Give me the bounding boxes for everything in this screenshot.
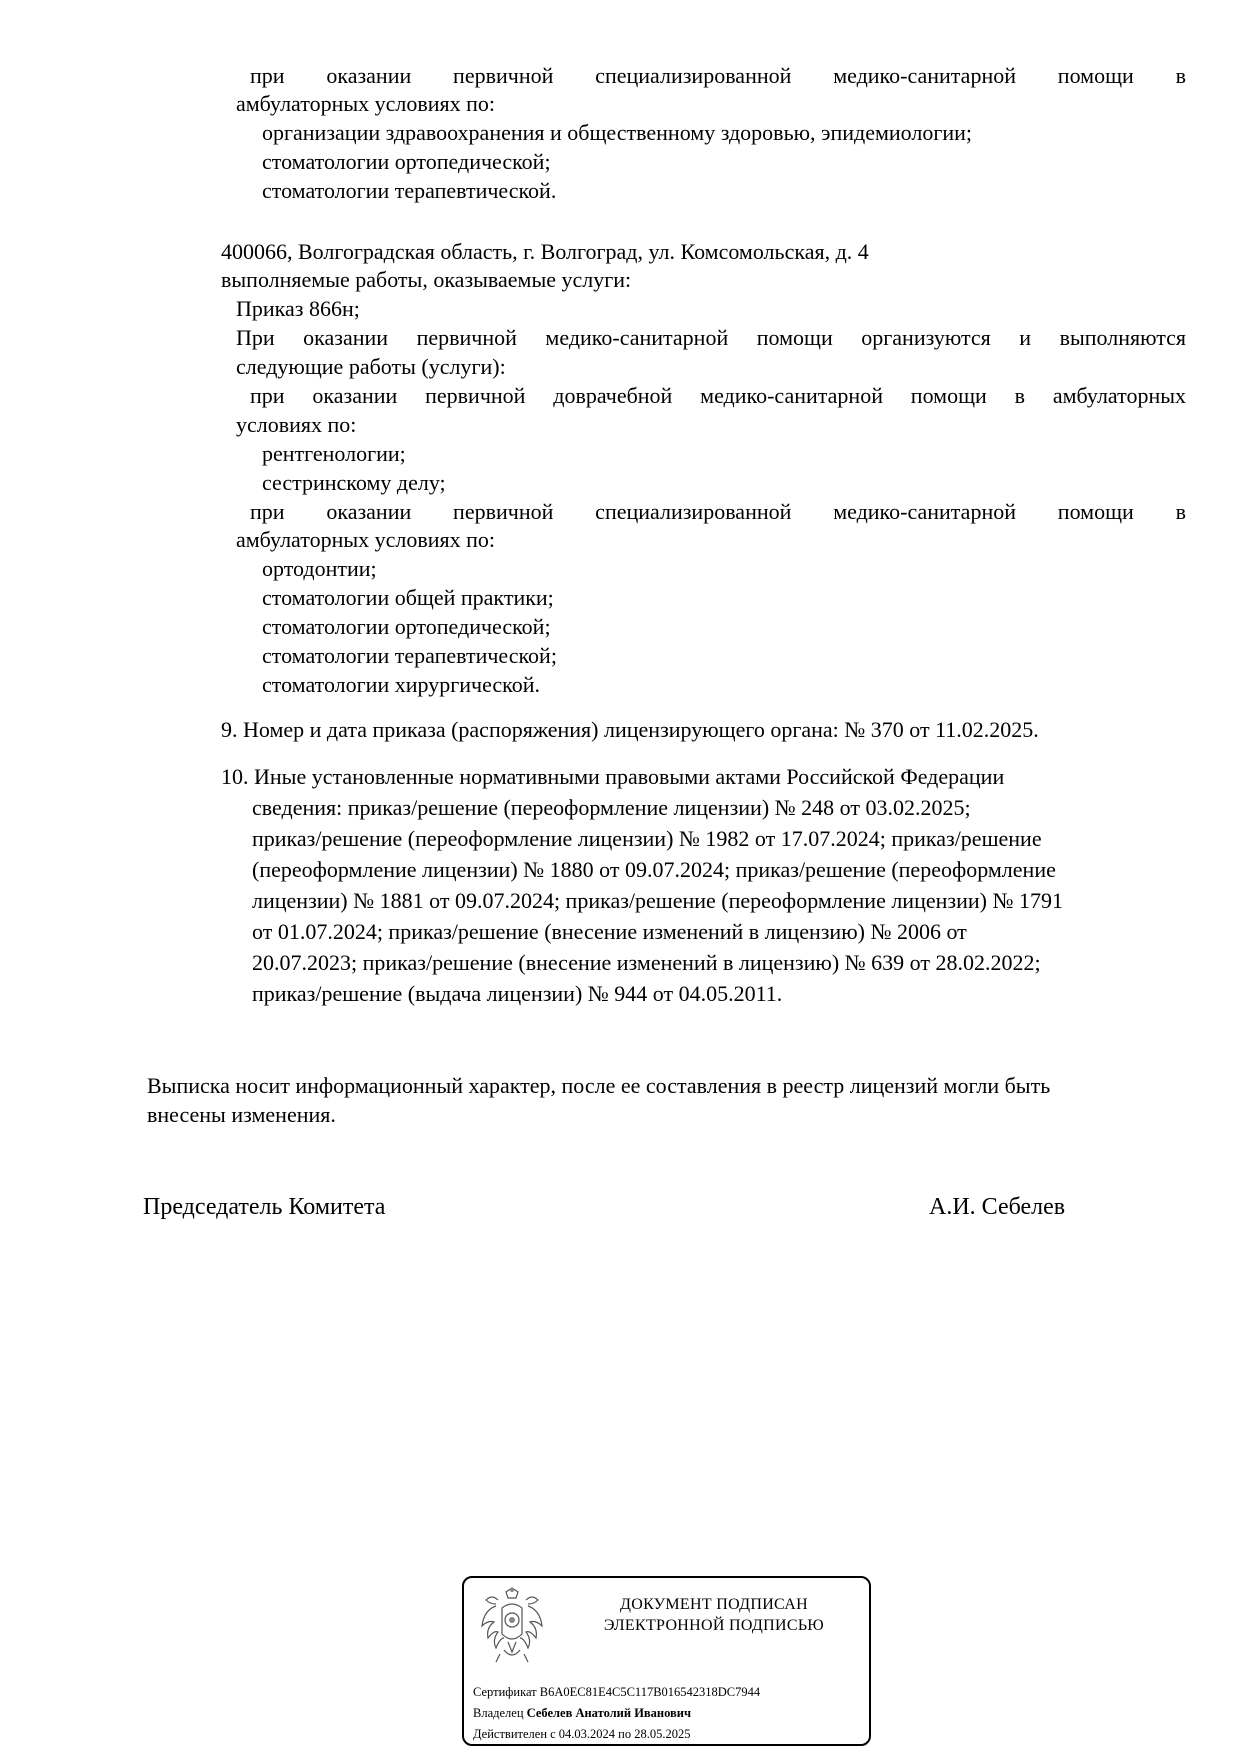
section-10-line: от 01.07.2024; приказ/решение (внесение изменений в лицензию) № 2006 от bbox=[252, 919, 967, 944]
signatory-name: А.И. Себелев bbox=[929, 1194, 1066, 1220]
prehospital-item: сестринскому делу; bbox=[262, 470, 446, 495]
e-signature-stamp bbox=[462, 1576, 871, 1746]
prehospital-line2: условиях по: bbox=[236, 412, 357, 437]
specialized-line1: при оказании первичной специализированной медико-санитарной помощи в bbox=[250, 499, 1186, 524]
block1-item: стоматологии терапевтической. bbox=[262, 178, 557, 203]
prehospital-line1: при оказании первичной доврачебной медико-санитарной помощи в амбулаторных bbox=[250, 383, 1186, 408]
order-866n: Приказ 866н; bbox=[236, 296, 360, 321]
block1-intro-line2: амбулаторных условиях по: bbox=[236, 91, 496, 116]
specialized-item: стоматологии хирургической. bbox=[262, 672, 540, 697]
notice-line1: Выписка носит информационный характер, после ее составления в реестр лицензий могли быть bbox=[147, 1073, 1051, 1098]
specialized-line2: амбулаторных условиях по: bbox=[236, 527, 496, 552]
works-heading: выполняемые работы, оказываемые услуги: bbox=[221, 267, 632, 292]
stamp-validity: Действителен с 04.03.2024 по 28.05.2025 bbox=[473, 1727, 691, 1741]
section-10-line: приказ/решение (выдача лицензии) № 944 от 04.05.2011. bbox=[252, 981, 783, 1006]
specialized-item: стоматологии общей практики; bbox=[262, 585, 554, 610]
section-10-line: приказ/решение (переоформление лицензии) № 1982 от 17.07.2024; приказ/решение bbox=[252, 826, 1042, 851]
specialized-item: стоматологии терапевтической; bbox=[262, 643, 557, 668]
prehospital-item: рентгенологии; bbox=[262, 441, 406, 466]
section-10-line1: 10. Иные установленные нормативными правовыми актами Российской Федерации bbox=[221, 764, 1005, 789]
notice-line2: внесены изменения. bbox=[147, 1102, 336, 1127]
block1-item: организации здравоохранения и общественному здоровью, эпидемиологии; bbox=[262, 120, 973, 145]
section-9: 9. Номер и дата приказа (распоряжения) лицензирующего органа: № 370 от 11.02.2025. bbox=[221, 717, 1039, 742]
signatory-title: Председатель Комитета bbox=[143, 1194, 386, 1220]
stamp-title-line1: ДОКУМЕНТ ПОДПИСАН bbox=[620, 1596, 808, 1613]
stamp-title-line2: ЭЛЕКТРОННОЙ ПОДПИСЬЮ bbox=[603, 1617, 825, 1634]
stamp-owner-name: Себелев Анатолий Иванович bbox=[526, 1706, 692, 1720]
primary-care-line1: При оказании первичной медико-санитарной помощи организуются и выполняются bbox=[236, 325, 1186, 350]
stamp-title bbox=[574, 1594, 854, 1636]
specialized-item: ортодонтии; bbox=[262, 556, 377, 581]
block1-intro-line1: при оказании первичной специализированной медико-санитарной помощи в bbox=[250, 63, 1186, 88]
section-10-line: лицензии) № 1881 от 09.07.2024; приказ/решение (переоформление лицензии) № 1791 bbox=[252, 888, 1063, 913]
primary-care-line2: следующие работы (услуги): bbox=[236, 354, 506, 379]
stamp-owner bbox=[473, 1705, 691, 1721]
section-10-line: 20.07.2023; приказ/решение (внесение изменений в лицензию) № 639 от 28.02.2022; bbox=[252, 950, 1041, 975]
stamp-certificate: Сертификат B6A0EC81E4C5C117B016542318DC7944 bbox=[473, 1685, 761, 1699]
coat-of-arms-icon bbox=[478, 1586, 546, 1666]
section-10-line: сведения: приказ/решение (переоформление лицензии) № 248 от 03.02.2025; bbox=[252, 795, 971, 820]
specialized-item: стоматологии ортопедической; bbox=[262, 614, 551, 639]
stamp-owner-label: Владелец bbox=[473, 1706, 524, 1720]
section-10-line: (переоформление лицензии) № 1880 от 09.07.2024; приказ/решение (переоформление bbox=[252, 857, 1056, 882]
address: 400066, Волгоградская область, г. Волгоград, ул. Комсомольская, д. 4 bbox=[221, 239, 869, 264]
block1-item: стоматологии ортопедической; bbox=[262, 149, 551, 174]
